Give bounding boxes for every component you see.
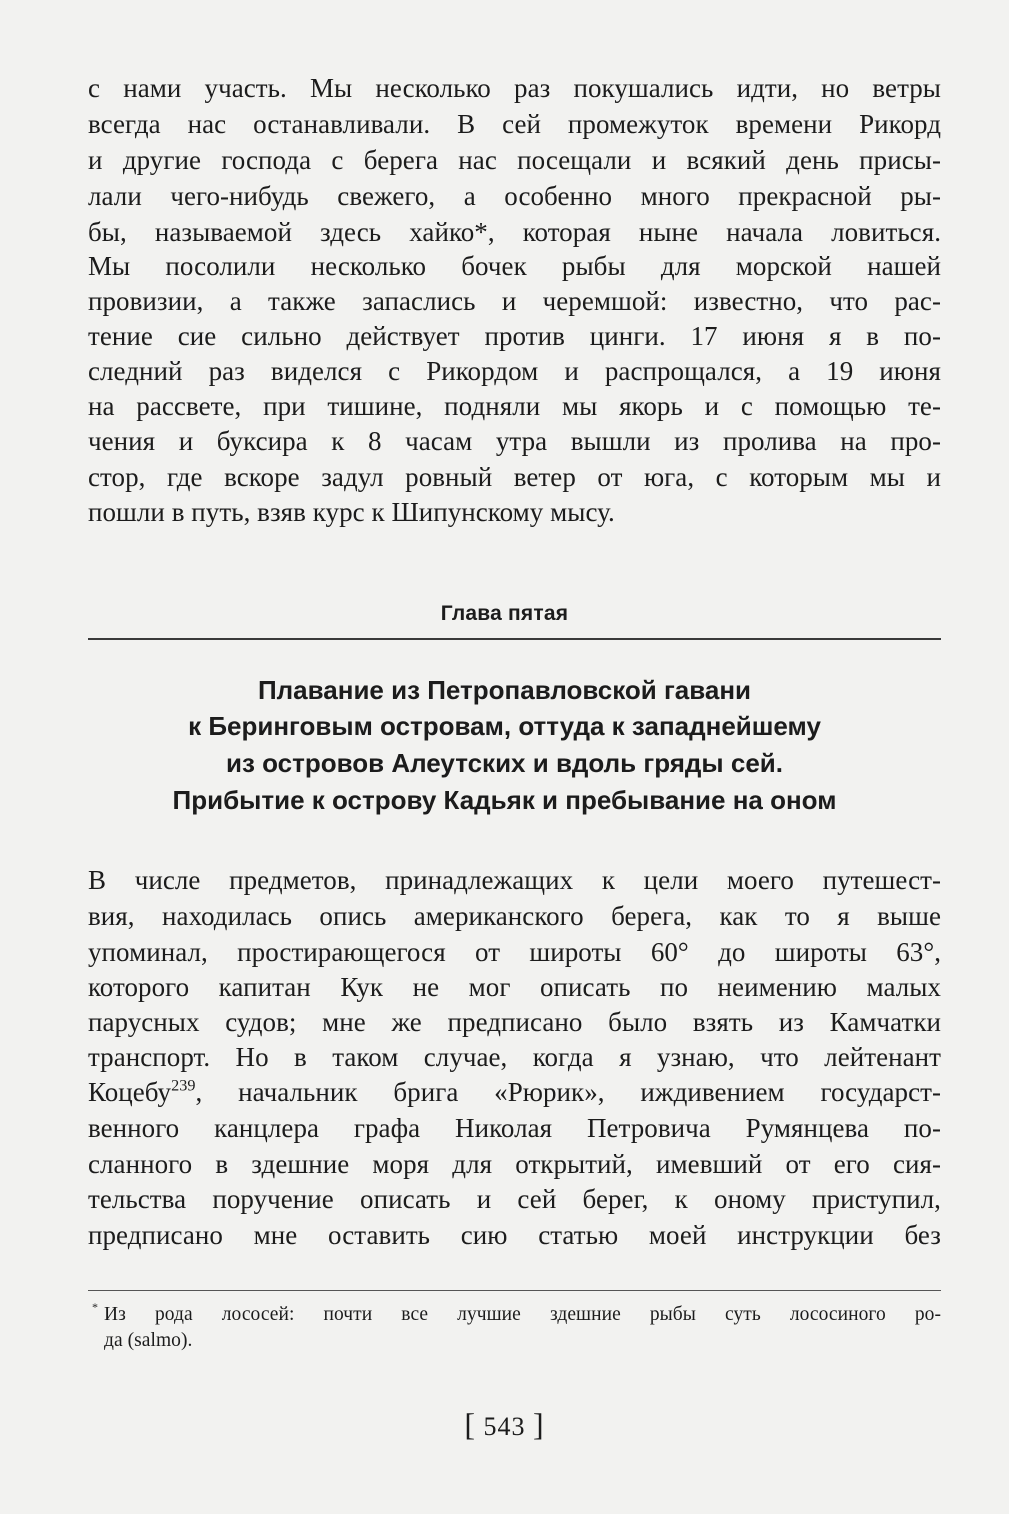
text-line: следний раз виделся с Рикордом и распрощался, а 19 июня (88, 356, 941, 386)
page-number-bracket-right: ] (533, 1406, 545, 1442)
footnote-line: да (salmo). (104, 1330, 193, 1351)
footnote-rule (88, 1290, 941, 1291)
page-number-bracket-left: [ (464, 1406, 476, 1442)
chapter-title-line: Прибытие к острову Кадьяк и пребывание на оном (172, 785, 837, 815)
text-line: провизии, а также запаслись и черемшой: известно, что рас- (88, 286, 941, 316)
text-fragment: , начальник брига «Рюрик», иждивением государст- (195, 1077, 941, 1107)
text-line: бы, называемой здесь хайко*, которая ныне начала ловиться. (88, 217, 941, 247)
text-line: В числе предметов, принадлежащих к цели моего путешест- (88, 865, 941, 895)
text-line: упоминал, простирающегося от широты 60° до широты 63°, (88, 937, 941, 967)
footnote-line: Из рода лососей: почти все лучшие здешние рыбы суть лососиного ро- (104, 1304, 941, 1325)
text-line: и другие господа с берега нас посещали и всякий день присы- (88, 145, 941, 175)
text-line: вия, находилась опись американского берега, как то я выше (88, 901, 941, 931)
chapter-rule (88, 638, 941, 640)
text-line: транспорт. Но в таком случае, когда я узнаю, что лейтенант (88, 1042, 941, 1072)
text-line: предписано мне оставить сию статью моей инструкции без (88, 1220, 941, 1250)
text-line: тельства поручение описать и сей берег, к оному приступил, (88, 1184, 941, 1214)
footnote-marker: * (92, 1300, 98, 1314)
text-line: которого капитан Кук не мог описать по неимению малых (88, 972, 941, 1002)
text-line: с нами участь. Мы несколько раз покушались идти, но ветры (88, 73, 941, 103)
chapter-label: Глава пятая (440, 602, 569, 625)
text-line: чения и буксира к 8 часам утра вышли из пролива на про- (88, 426, 941, 456)
page-number-value: 543 (483, 1412, 526, 1441)
text-line: Мы посолили несколько бочек рыбы для морской нашей (88, 251, 941, 281)
text-line (88, 1074, 941, 1110)
chapter-title-line: к Беринговым островам, оттуда к западнейшему (188, 711, 821, 741)
text-line: лали чего-нибудь свежего, а особенно много прекрасной ры- (88, 181, 941, 211)
text-line: стор, где вскоре задул ровный ветер от юга, с которым мы и (88, 462, 941, 492)
text-line: парусных судов; мне же предписано было взять из Камчатки (88, 1007, 941, 1037)
text-line: всегда нас останавливали. В сей промежуток времени Рикорд (88, 109, 941, 139)
text-line: на рассвете, при тишине, подняли мы якорь и с помощью те- (88, 391, 941, 421)
text-line: сланного в здешние моря для открытий, имевший от его сия- (88, 1149, 941, 1179)
chapter-title-line: Плавание из Петропавловской гавани (257, 675, 752, 705)
text-line: венного канцлера графа Николая Петровича Румянцева по- (88, 1113, 941, 1143)
page-number (0, 1406, 1009, 1443)
text-line: тение сие сильно действует против цинги. 17 июня я в по- (88, 321, 941, 351)
author-name: Коцебу (88, 1077, 172, 1107)
text-line: пошли в путь, взяв курс к Шипунскому мысу. (88, 497, 615, 527)
chapter-title-line: из островов Алеутских и вдоль гряды сей. (226, 748, 783, 778)
note-reference: 239 (171, 1076, 196, 1095)
